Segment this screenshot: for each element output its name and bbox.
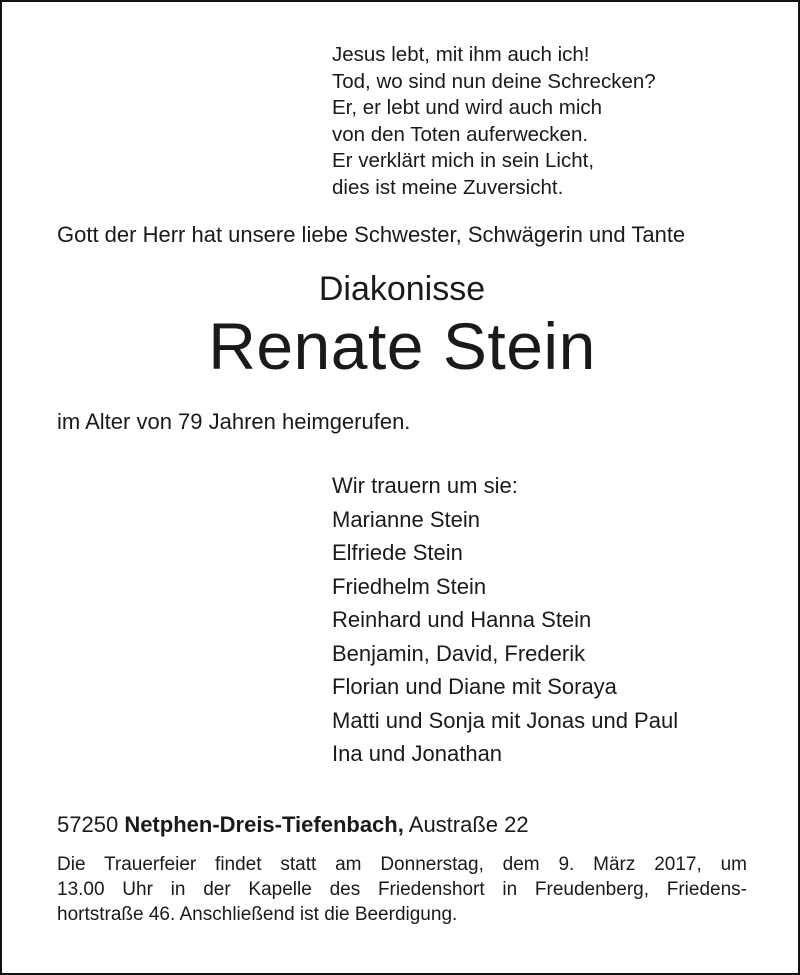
mourner-name: Reinhard und Hanna Stein <box>332 607 592 632</box>
poem-line: von den Toten auferwecken. <box>332 122 589 146</box>
address-postcode: 57250 <box>57 812 119 837</box>
deceased-title: Diakonisse <box>318 270 486 308</box>
deceased-name: Renate Stein <box>208 309 596 383</box>
mourner-name: Elfriede Stein <box>332 540 463 565</box>
poem-line: Jesus lebt, mit ihm auch ich! <box>332 43 590 66</box>
mourner-name: Marianne Stein <box>332 506 480 532</box>
mourner-name: Matti und Sonja mit Jonas und Paul <box>332 707 679 733</box>
mourners-list <box>332 469 678 771</box>
funeral-line: Die Trauerfeier findet statt am Donnerstag, dem 9. März 2017, um <box>57 854 747 875</box>
mourner-name: Benjamin, David, Frederik <box>332 640 586 666</box>
address-line <box>57 812 529 838</box>
poem-line: Er verklärt mich in sein Licht, <box>332 149 595 172</box>
age-line: im Alter von 79 Jahren heimgerufen. <box>57 409 411 434</box>
funeral-details <box>57 852 747 927</box>
poem-line: Er, er lebt und wird auch mich <box>332 96 603 119</box>
poem-line: dies ist meine Zuversicht. <box>332 175 564 199</box>
address-town: Netphen-Dreis-Tiefenbach, <box>124 812 404 837</box>
funeral-line: 13.00 Uhr in der Kapelle des Friedenshort in Freudenberg, Friedens- <box>57 879 747 900</box>
funeral-line: hortstraße 46. Anschließend ist die Beerdigung. <box>57 904 458 925</box>
poem-verse <box>332 42 656 201</box>
mourner-name: Friedhelm Stein <box>332 573 487 599</box>
mourner-name: Ina und Jonathan <box>332 741 503 766</box>
address-street: Austraße 22 <box>408 812 529 837</box>
poem-line: Tod, wo sind nun deine Schrecken? <box>332 69 656 93</box>
mourners-heading: Wir trauern um sie: <box>332 473 518 498</box>
mourner-name: Florian und Diane mit Soraya <box>332 674 617 699</box>
intro-text: Gott der Herr hat unsere liebe Schwester, Schwägerin und Tante <box>57 222 686 247</box>
